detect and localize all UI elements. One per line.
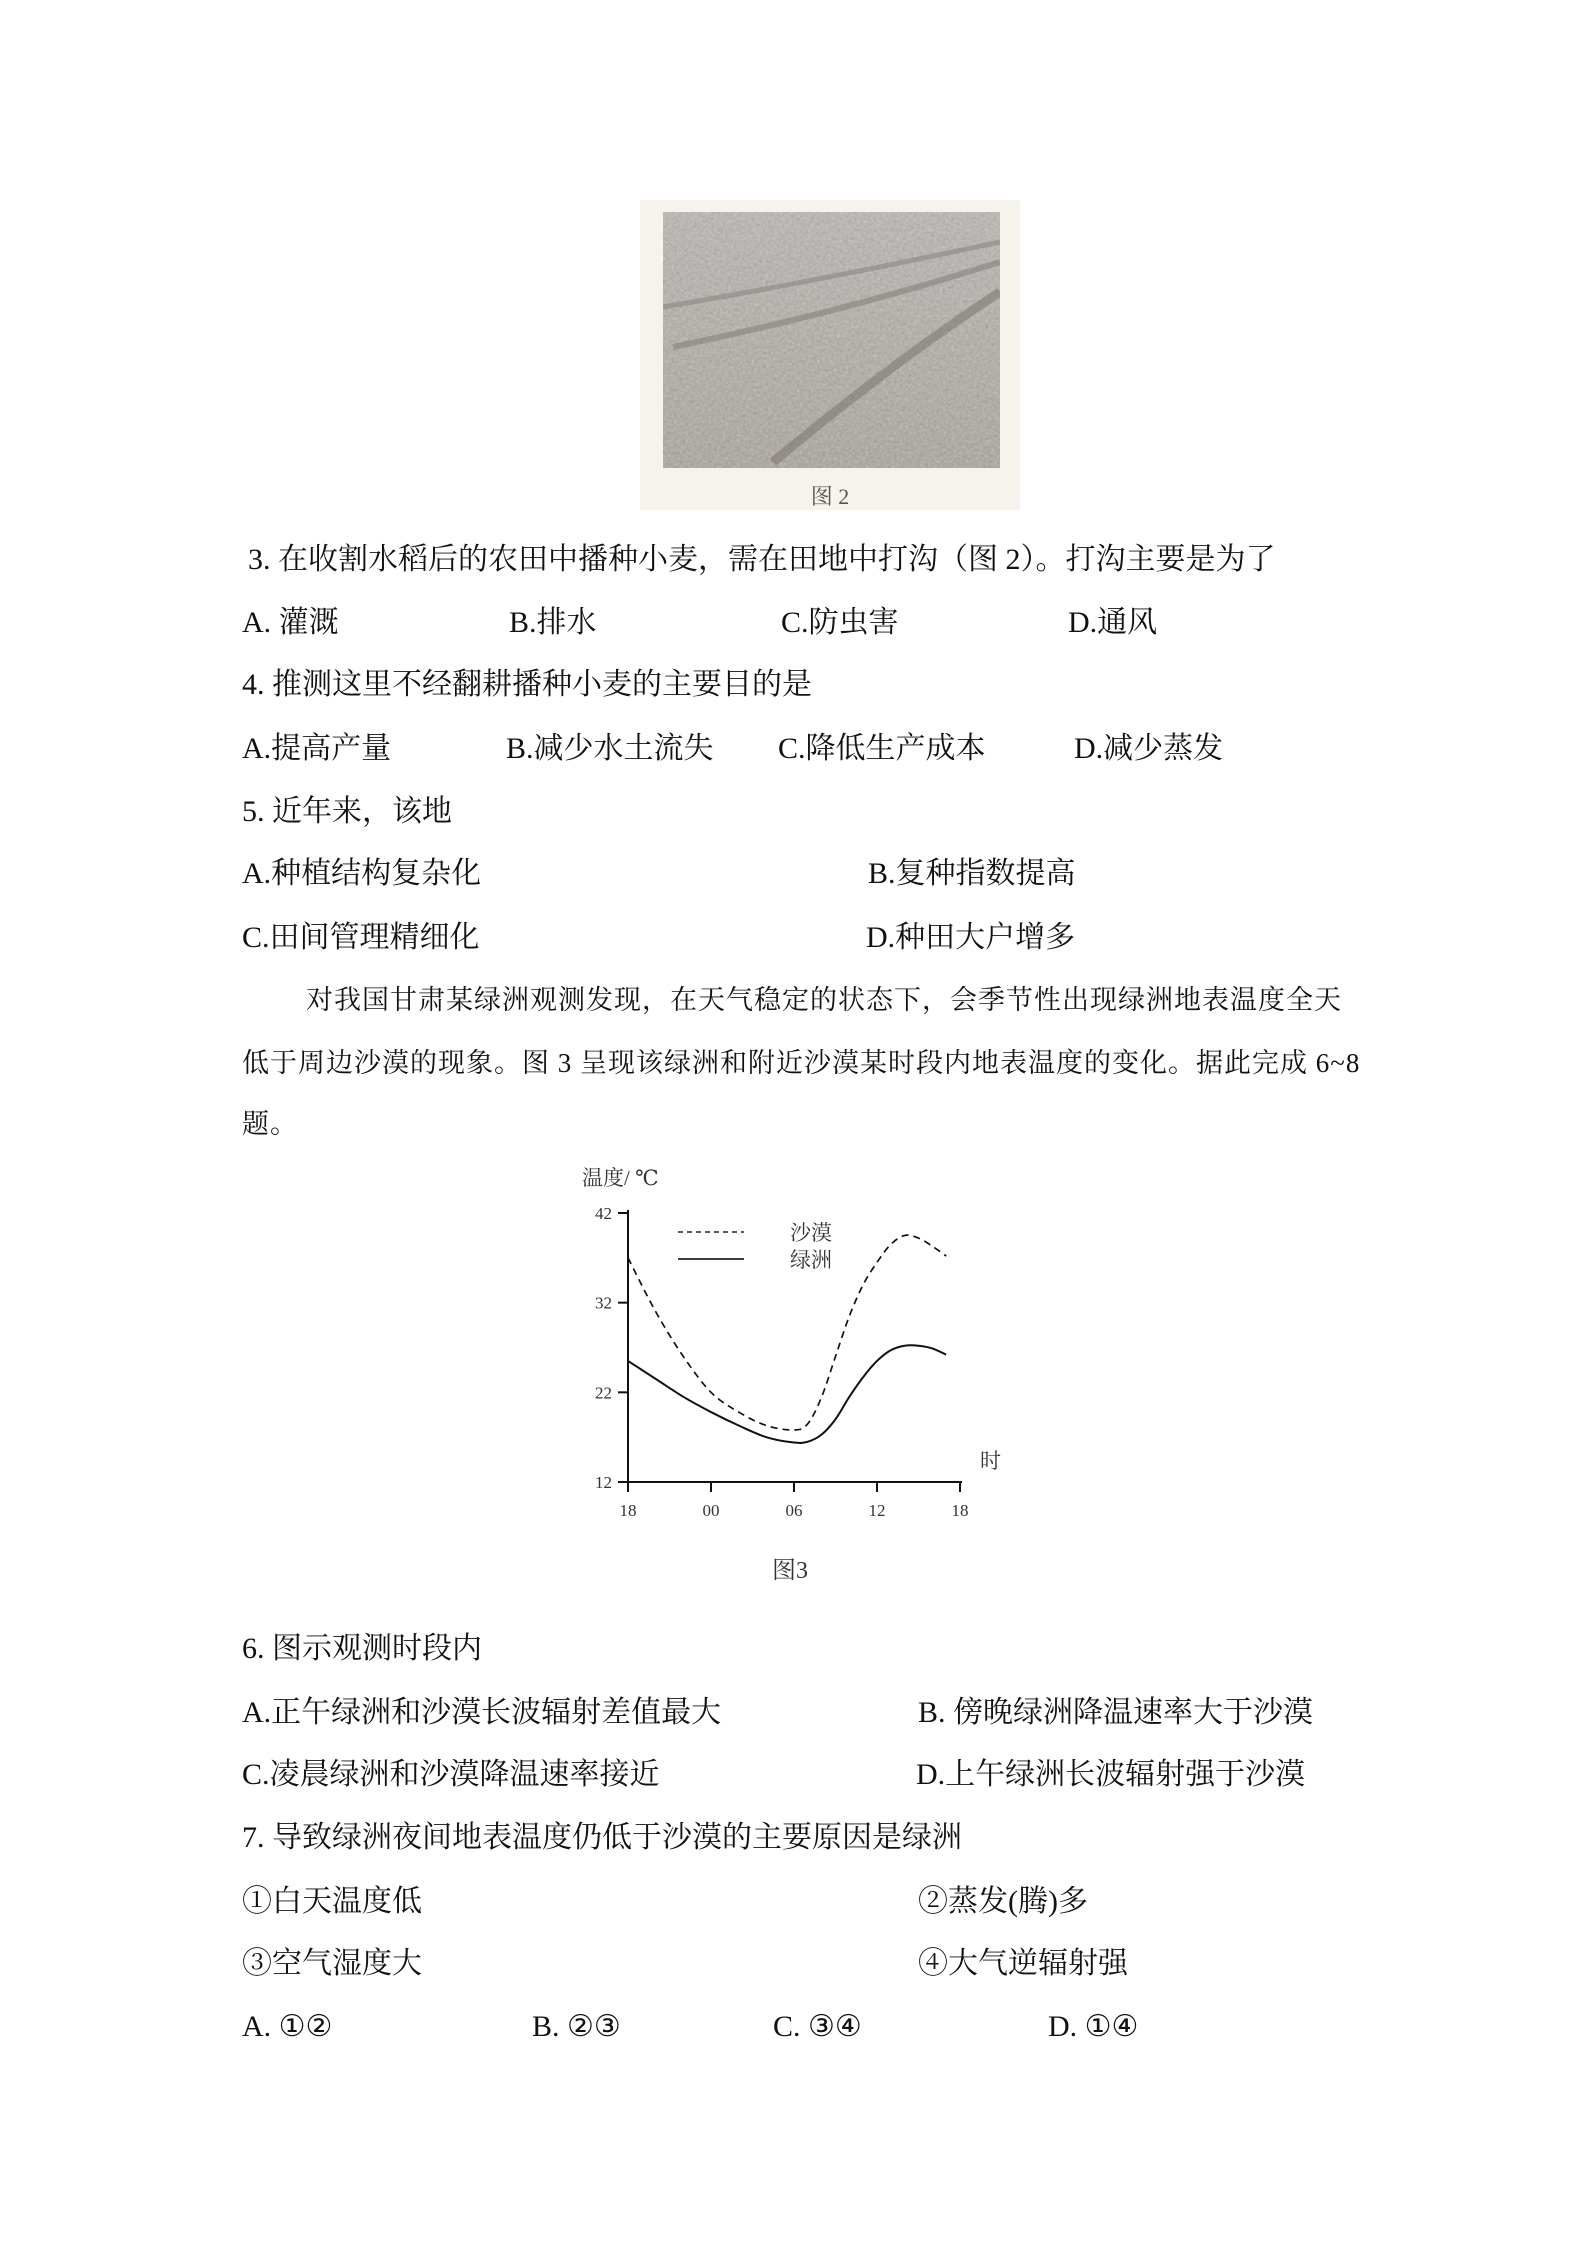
- y-tick-label: 12: [595, 1473, 612, 1492]
- figure-2-caption: 图 2: [810, 484, 850, 509]
- x-axis-label: 时: [980, 1449, 1001, 1473]
- q5-option-d: D.种田大户增多: [866, 921, 1076, 954]
- passage-line: 题。: [242, 1109, 298, 1139]
- q5-option-a: A.种植结构复杂化: [242, 857, 482, 890]
- question-3-stem: 3. 在收割水稻后的农田中播种小麦，需在田地中打沟（图 2）。打沟主要是为了: [248, 543, 1276, 576]
- q4-option-c: C.降低生产成本: [778, 732, 986, 765]
- legend-label-desert: 沙漠: [790, 1221, 832, 1245]
- q7-item-3: ③空气湿度大: [242, 1947, 422, 1980]
- passage-line: 对我国甘肃某绿洲观测发现，在天气稳定的状态下，会季节性出现绿洲地表温度全天: [306, 985, 1342, 1015]
- x-tick-label: 18: [619, 1501, 637, 1520]
- series-line-oasis: [628, 1345, 946, 1443]
- q6-option-c: C.凌晨绿洲和沙漠降温速率接近: [242, 1758, 660, 1791]
- question-4-stem: 4. 推测这里不经翻耕播种小麦的主要目的是: [242, 668, 812, 701]
- y-tick-label: 32: [595, 1293, 612, 1313]
- q4-option-b: B.减少水土流失: [506, 732, 714, 765]
- q7-option-a: A. ①②: [242, 2010, 333, 2043]
- q4-option-d: D.减少蒸发: [1074, 732, 1224, 765]
- figure-3-caption: 图3: [772, 1558, 808, 1584]
- q6-option-d: D.上午绿洲长波辐射强于沙漠: [916, 1758, 1306, 1791]
- y-tick-label: 42: [595, 1204, 612, 1223]
- y-axis-label: 温度/ ℃: [582, 1166, 659, 1190]
- q3-option-c: C.防虫害: [781, 606, 899, 639]
- legend-label-oasis: 绿洲: [790, 1248, 832, 1272]
- question-7-stem: 7. 导致绿洲夜间地表温度仍低于沙漠的主要原因是绿洲: [242, 1821, 962, 1854]
- q6-option-b: B. 傍晚绿洲降温速率大于沙漠: [918, 1696, 1314, 1729]
- q3-option-a: A. 灌溉: [242, 606, 339, 639]
- x-tick-label: 18: [951, 1501, 969, 1520]
- q7-item-4: ④大气逆辐射强: [918, 1947, 1128, 1980]
- q4-option-a: A.提高产量: [242, 732, 392, 765]
- q7-item-2: ②蒸发(腾)多: [918, 1885, 1088, 1918]
- y-tick-label: 22: [595, 1383, 612, 1403]
- x-tick-label: 00: [702, 1501, 720, 1520]
- q6-option-a: A.正午绿洲和沙漠长波辐射差值最大: [242, 1696, 722, 1729]
- question-6-stem: 6. 图示观测时段内: [242, 1632, 482, 1665]
- figure-2: [640, 200, 1020, 510]
- field-photo: [663, 212, 1000, 468]
- q3-option-b: B.排水: [509, 606, 597, 639]
- x-tick-label: 12: [868, 1501, 886, 1520]
- q7-option-c: C. ③④: [773, 2010, 862, 2043]
- q7-option-d: D. ①④: [1048, 2010, 1139, 2043]
- passage-line: 低于周边沙漠的现象。图 3 呈现该绿洲和附近沙漠某时段内地表温度的变化。据此完成 6~8: [242, 1048, 1361, 1078]
- q7-item-1: ①白天温度低: [242, 1885, 422, 1918]
- series-line-desert: [628, 1235, 946, 1430]
- q5-option-c: C.田间管理精细化: [242, 921, 480, 954]
- q7-option-b: B. ②③: [532, 2010, 621, 2043]
- q3-option-d: D.通风: [1068, 606, 1158, 639]
- x-tick-label: 06: [785, 1501, 803, 1520]
- figure-3-chart: [560, 1150, 1020, 1600]
- question-5-stem: 5. 近年来，该地: [242, 795, 452, 828]
- q5-option-b: B.复种指数提高: [868, 857, 1076, 890]
